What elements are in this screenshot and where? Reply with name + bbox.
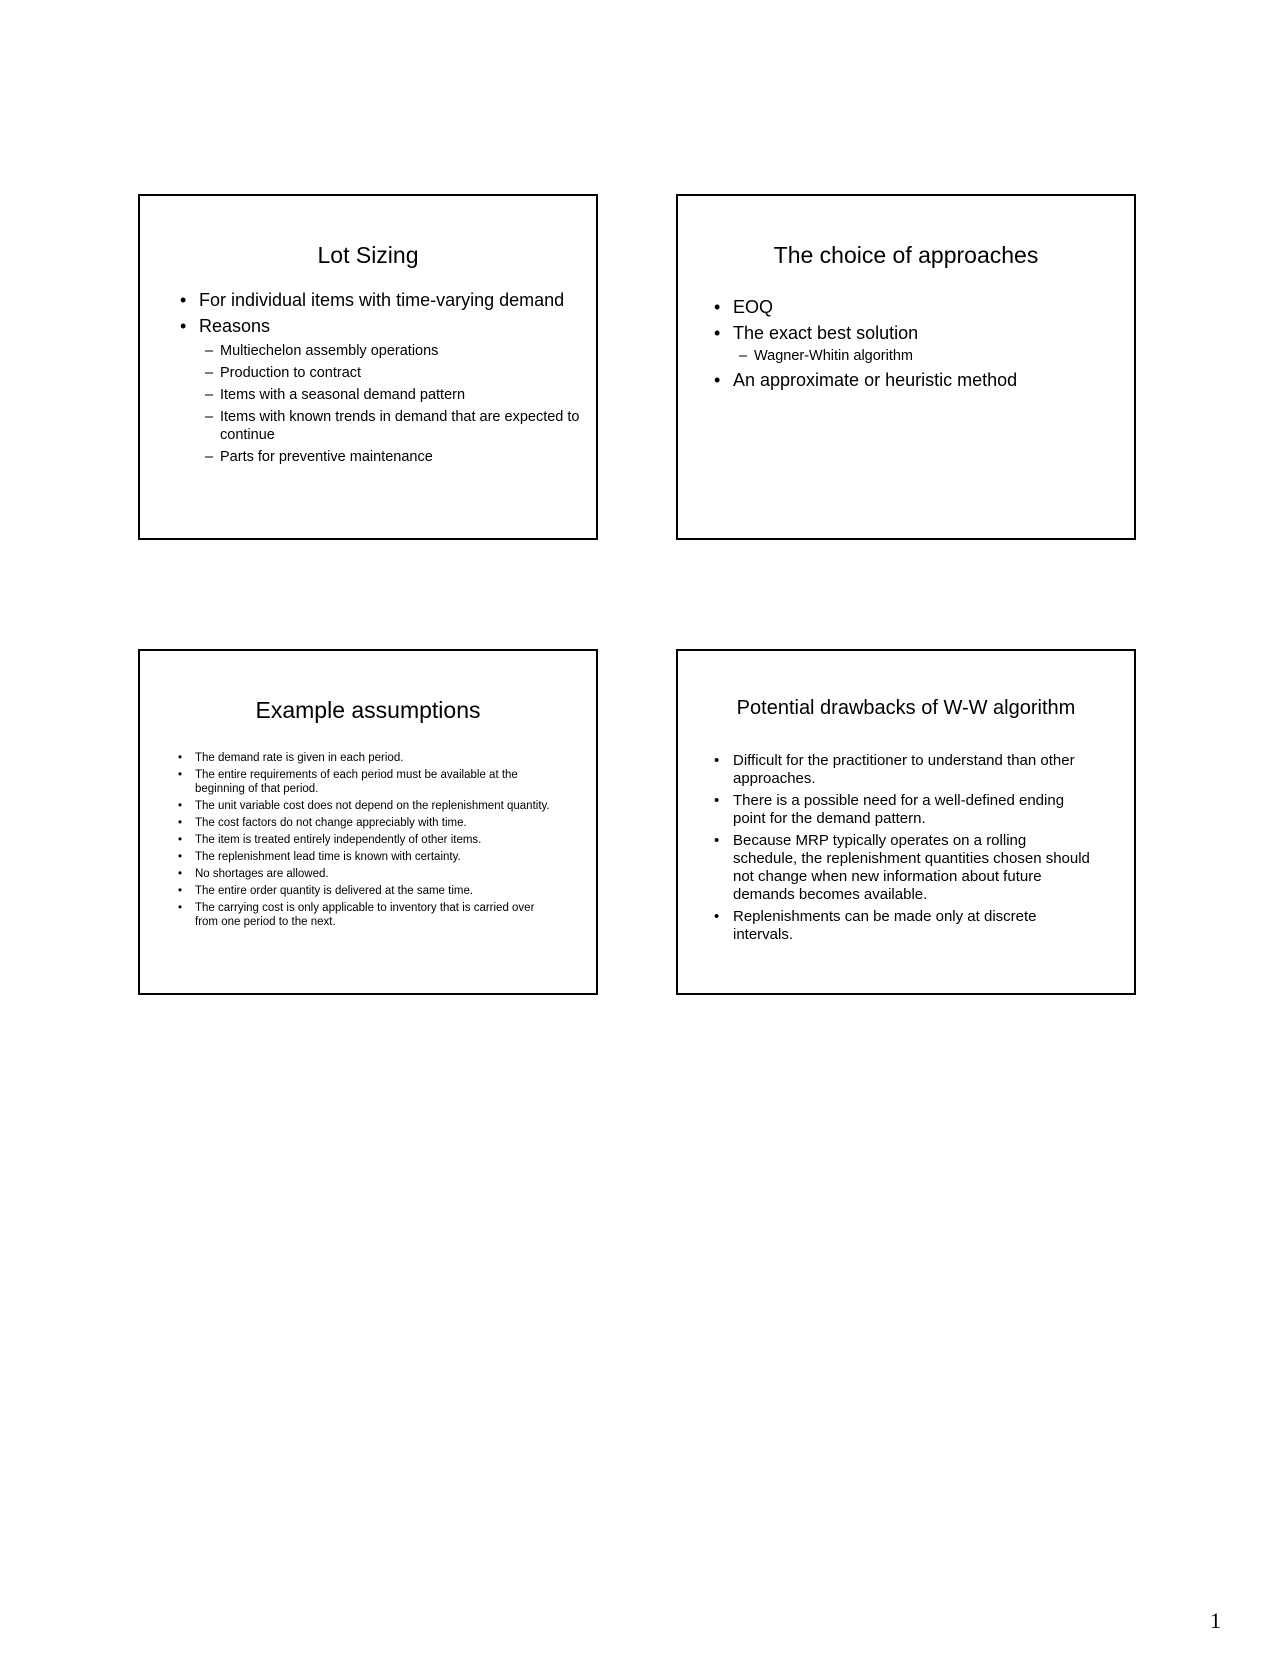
bullet-item: • An approximate or heuristic method (714, 370, 1124, 391)
sub-bullet-item: – Production to contract (180, 364, 590, 382)
bullet-item: • The exact best solution (714, 323, 1124, 344)
bullet-item: • There is a possible need for a well-defined ending point for the demand pattern. (714, 792, 1094, 828)
slide-ww-drawbacks (676, 649, 1136, 995)
bullet-item: • Because MRP typically operates on a rolling schedule, the replenishment quantities chosen should not change when new information about future demands becomes available. (714, 832, 1094, 904)
bullet-item: • The item is treated entirely independently of other items. (178, 833, 556, 847)
sub-bullet-item: – Multiechelon assembly operations (180, 342, 590, 360)
bullet-item: • The demand rate is given in each period. (178, 751, 556, 765)
bullet-item: • For individual items with time-varying demand (180, 290, 590, 311)
slide-example-assumptions (138, 649, 598, 995)
sub-bullet-item: – Items with known trends in demand that are expected to continue (180, 408, 590, 444)
slide-title: The choice of approaches (773, 242, 1039, 268)
slide-title: Example assumptions (255, 697, 481, 723)
sub-bullet-item: – Items with a seasonal demand pattern (180, 386, 590, 404)
bullet-item: • Replenishments can be made only at discrete intervals. (714, 908, 1094, 944)
bullet-item: • The carrying cost is only applicable to inventory that is carried over from one period to the next. (178, 901, 556, 929)
slide-choice-of-approaches (676, 194, 1136, 540)
bullet-item: • The entire requirements of each period must be available at the beginning of that period. (178, 768, 556, 796)
bullet-item: • Reasons (180, 316, 590, 337)
bullet-item: • No shortages are allowed. (178, 867, 556, 881)
slide-title: Lot Sizing (317, 242, 419, 268)
bullet-item: • The replenishment lead time is known with certainty. (178, 850, 556, 864)
bullet-item: • The unit variable cost does not depend on the replenishment quantity. (178, 799, 556, 813)
slide-title: Potential drawbacks of W-W algorithm (736, 697, 1076, 719)
bullet-list (714, 752, 1094, 948)
slide-lot-sizing (138, 194, 598, 540)
bullet-item: • EOQ (714, 297, 1124, 318)
bullet-item: • The cost factors do not change appreciably with time. (178, 816, 556, 830)
page-number: 1 (1210, 1608, 1221, 1633)
bullet-list (180, 290, 590, 470)
bullet-item: • The entire order quantity is delivered at the same time. (178, 884, 556, 898)
bullet-list (178, 751, 556, 932)
bullet-item: • Difficult for the practitioner to understand than other approaches. (714, 752, 1094, 788)
bullet-list (714, 297, 1124, 396)
sub-bullet-item: – Parts for preventive maintenance (180, 448, 590, 466)
sub-bullet-item: – Wagner-Whitin algorithm (714, 347, 1124, 365)
